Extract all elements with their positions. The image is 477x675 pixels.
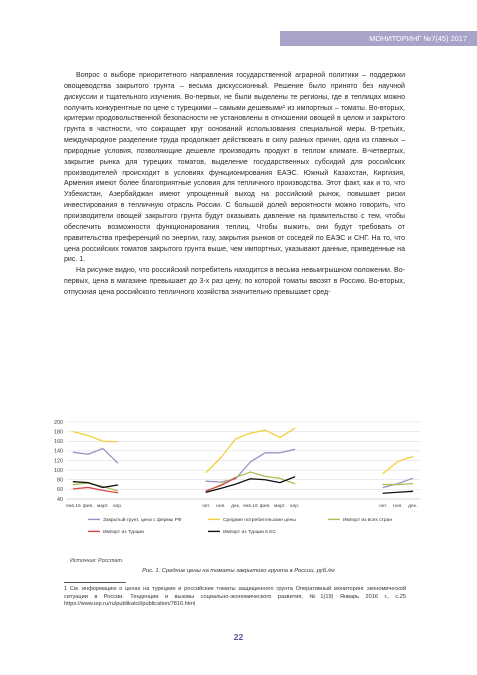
x-tick-label: ноя. [393, 504, 403, 509]
x-tick-label: апр. [289, 504, 300, 509]
x-tick-label: окт. [379, 504, 388, 509]
legend-label: Средние потребительские цены [223, 518, 296, 523]
series-line [383, 457, 413, 474]
x-tick-label: дек. [231, 504, 241, 509]
y-tick-label: 180 [54, 429, 63, 436]
paragraph: Вопрос о выборе приоритетного направления государственной аграрной политики – поддержки овощеводства закрытого грунта – весьма дискуссионный. Решение было принято без научной дискуссии и тщательного изучения. Во-первых, не были выделены те регионы, где в теплицах можно получить конкурентные по цене с турецкими – самыми дешевыми¹ из импортных – томаты. Во-вторых, критерии продовольственной безопасности не установлены в отношении овощей в целом и закрытого грунта в частности, что сокращает круг оснований использования специальной меры. В-третьих, международное разделение труда продолжает действовать в силу разных причин, одна из главных – природные условия, позволяющие дешевле производить продукт в теплом климате. В-четвертых, закрытие рынка для турецких томатов, выделение государственных субсидий для российских производителей происходит в условиях функционирования ЕАЭС. Южный Казахстан, Киргизия, Армения имеют более благоприятные условия для тепличного производства. Этот факт, как и то, что Узбекистан, Азербайджан имеют упрощенный выход на российский рынок, повышает риски инвестирования в тепличную отрасль России. С большой долей вероятности можно говорить, что производители овощей закрытого грунта будут оказывать давление на правительство с тем, чтобы обеспечить возможности функционирования теплиц. Чтобы выжить, они будут требовать от правительства преференций по энергии, газу, закрытия рынков от соседей по ЕАЭС и СНГ. На то, что цена российских томатов закрытого грунта выше, чем импортных, указывают данные, приведенные на рис. 1. [64, 72, 405, 264]
footnote: 1 См. информацию о ценах на турецкие и российские томаты защищенного грунта Оперативный мониторинг экономической ситуации в России. Тенденции и вызовы социально-экономического развития, №1(19) Январь 2016 г., с.25 https://www.iep.ru/ru/publikatcii/publication/7816.html [64, 586, 406, 608]
y-tick-label: 140 [54, 448, 63, 455]
x-tick-label: фев. [82, 504, 94, 509]
journal-header: МОНИТОРИНГ №7(45) 2017 [280, 31, 477, 46]
article-body [64, 71, 405, 299]
y-tick-label: 60 [57, 487, 63, 494]
price-chart [48, 415, 434, 567]
line-chart-svg [48, 415, 434, 567]
series-line [206, 449, 295, 482]
y-tick-label: 200 [54, 419, 63, 426]
chart-source: Источник: Росстат. [70, 558, 124, 564]
y-tick-label: 40 [57, 496, 63, 503]
series-line [383, 491, 413, 493]
legend-label: Закрытый грунт, цена с фермы РФ [103, 518, 182, 523]
y-tick-label: 160 [54, 439, 63, 446]
x-tick-label: фев. [259, 504, 271, 509]
y-tick-label: 120 [54, 458, 63, 465]
series-line [73, 432, 117, 442]
x-tick-label: дек. [408, 504, 418, 509]
page-number: 22 [233, 632, 244, 642]
x-tick-label: март. [96, 504, 109, 509]
legend-label: Импорт из Турции [103, 530, 144, 535]
x-tick-label: март. [273, 504, 286, 509]
legend-label: Импорт из Турции в ЕС [223, 530, 276, 535]
series-line [206, 428, 295, 472]
legend-label: Импорт из всех стран [343, 518, 393, 523]
footnote-divider [64, 582, 126, 583]
x-tick-label: окт. [202, 504, 211, 509]
x-tick-label: янв.15 [66, 504, 81, 509]
y-tick-label: 100 [54, 467, 63, 474]
figure-caption: Рис. 1. Средние цены на томаты закрытого грунта в России, руб./кг [142, 568, 335, 574]
x-tick-label: апр. [112, 504, 123, 509]
y-tick-label: 80 [57, 477, 63, 484]
paragraph: На рисунке видно, что российский потребитель находится в весьма невыигрышном положении. Во-первых, цена в магазине превышает до 3-х раз цену, по которой томаты ввозят в Россию. Во-вторых, отпускная цена российского тепличного хозяйства значительно превышает сред- [64, 267, 405, 296]
x-tick-label: янв.16 [243, 504, 258, 509]
x-tick-label: ноя. [216, 504, 226, 509]
